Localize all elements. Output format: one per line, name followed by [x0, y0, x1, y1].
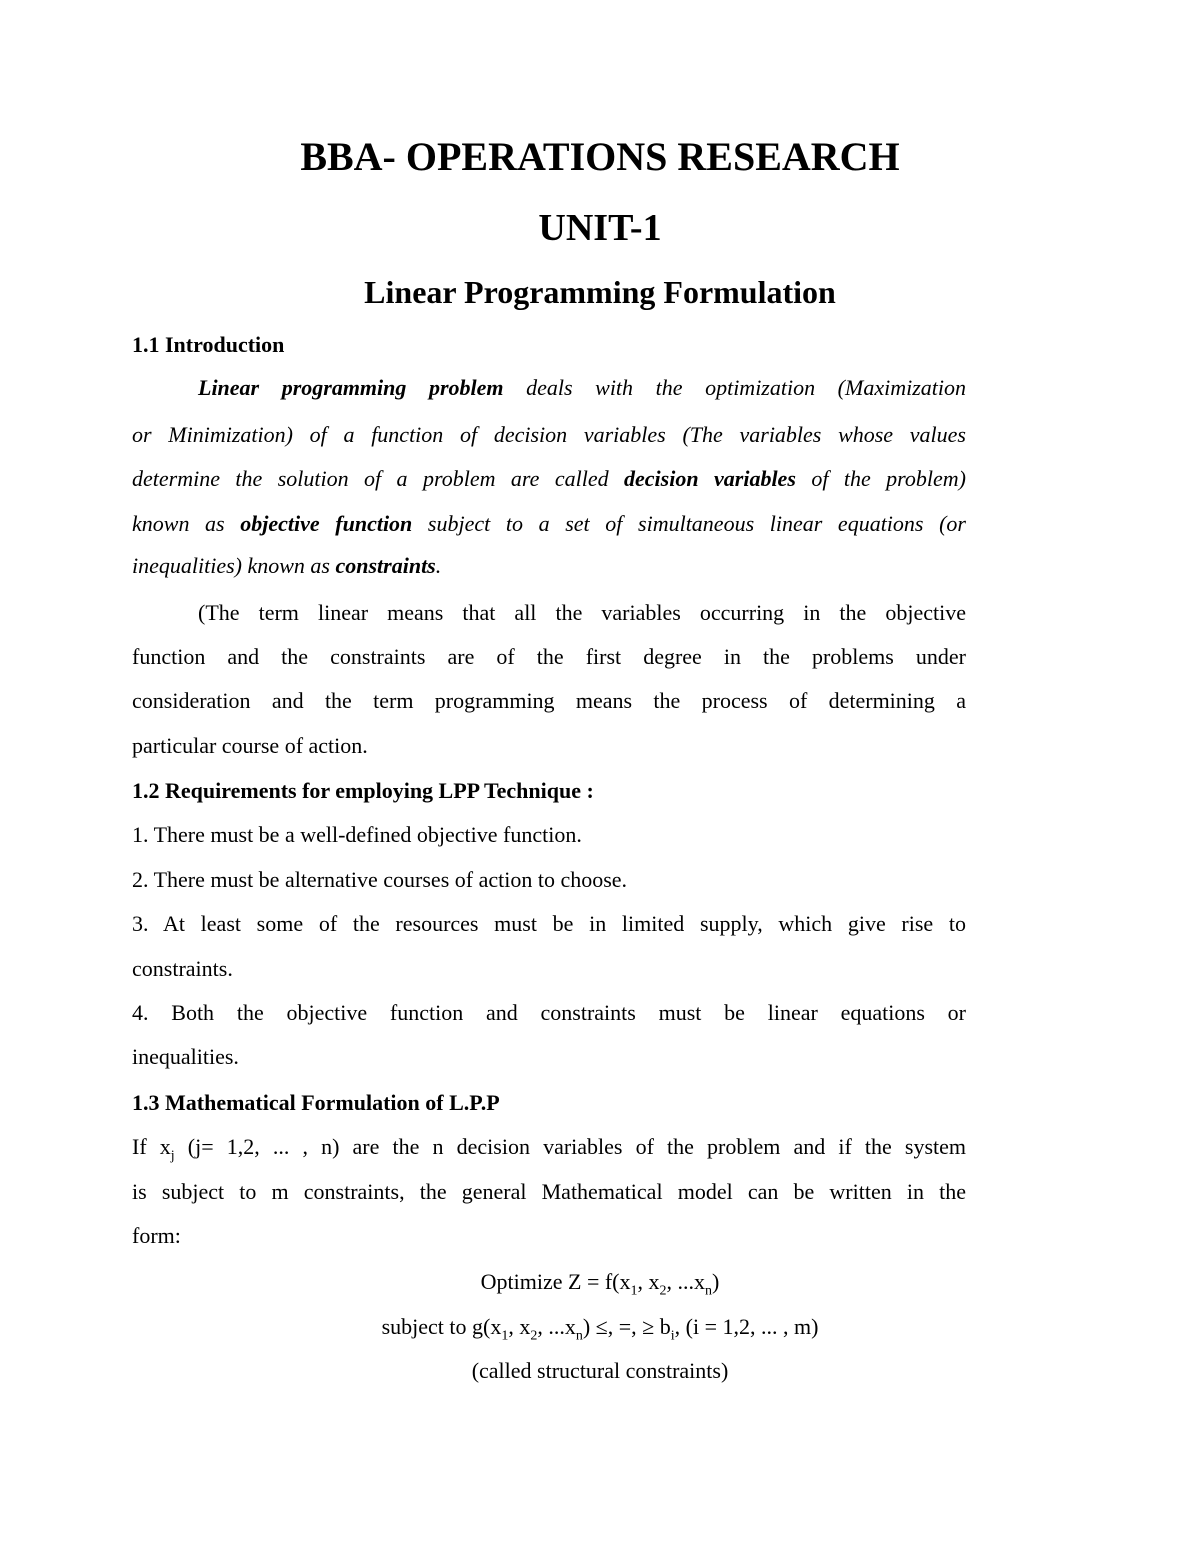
requirement-item-3: 3. At least some of the resources must be in limited supply, which give rise to	[132, 911, 966, 936]
objective-formula: Optimize $Z = f(x_1$, $x_2$, $...x_n$)	[480, 1269, 720, 1299]
formulation-line-2: is subject to m constraints, the general Mathematical model can be written in the	[132, 1179, 966, 1204]
linear-paragraph-line-4: particular course of action.	[132, 733, 368, 758]
requirement-item-4: 4. Both the objective function and constraints must be linear equations or	[132, 1000, 966, 1025]
linear-paragraph-line-1: (The term linear means that all the variables occurring in the objective	[198, 600, 966, 625]
section-heading-formulation: 1.3 Mathematical Formulation of L.P.P	[132, 1090, 500, 1115]
objective-function-term: objective function	[240, 511, 413, 536]
formulation-line-3: form:	[132, 1223, 181, 1248]
decision-variables-term: decision variables	[624, 466, 796, 491]
intro-line-3: determine the solution of a problem are called decision variables of the problem)	[132, 466, 966, 491]
requirement-item-3-cont: constraints.	[132, 956, 233, 981]
requirement-item-1: 1. There must be a well-defined objective function.	[132, 822, 582, 847]
chapter-title: Linear Programming Formulation	[364, 274, 836, 310]
requirement-item-2: 2. There must be alternative courses of action to choose.	[132, 867, 628, 892]
constraints-term: constraints	[335, 553, 436, 578]
requirement-item-4-cont: inequalities.	[132, 1044, 239, 1069]
course-title: BBA- OPERATIONS RESEARCH	[300, 134, 900, 179]
linear-paragraph-line-3: consideration and the term programming means the process of determining a	[132, 688, 966, 713]
intro-line-1: Linear programming problem deals with the optimization (Maximization	[198, 375, 966, 400]
formulation-line-1: If $x_j$ (j= 1,2, ... , n) are the n decision variables of the problem and if the system	[132, 1134, 967, 1164]
intro-line-5: inequalities) known as constraints.	[132, 553, 442, 578]
constraint-formula: subject to $g(x_1$, $x_2$, $...x_n$) ≤, =, ≥ $b_i$, (i = 1,2, ... , m)	[381, 1314, 819, 1344]
intro-line-2: or Minimization) of a function of decision variables (The variables whose values	[132, 422, 966, 447]
lpp-term: Linear programming problem	[198, 375, 504, 400]
section-heading-requirements: 1.2 Requirements for employing LPP Technique :	[132, 778, 594, 803]
intro-line-4: known as objective function subject to a set of simultaneous linear equations (or	[132, 511, 966, 536]
structural-constraints-note: (called structural constraints)	[471, 1358, 729, 1383]
section-heading-intro: 1.1 Introduction	[132, 332, 285, 357]
linear-paragraph-line-2: function and the constraints are of the first degree in the problems under	[132, 644, 966, 669]
unit-title: UNIT-1	[538, 207, 662, 249]
